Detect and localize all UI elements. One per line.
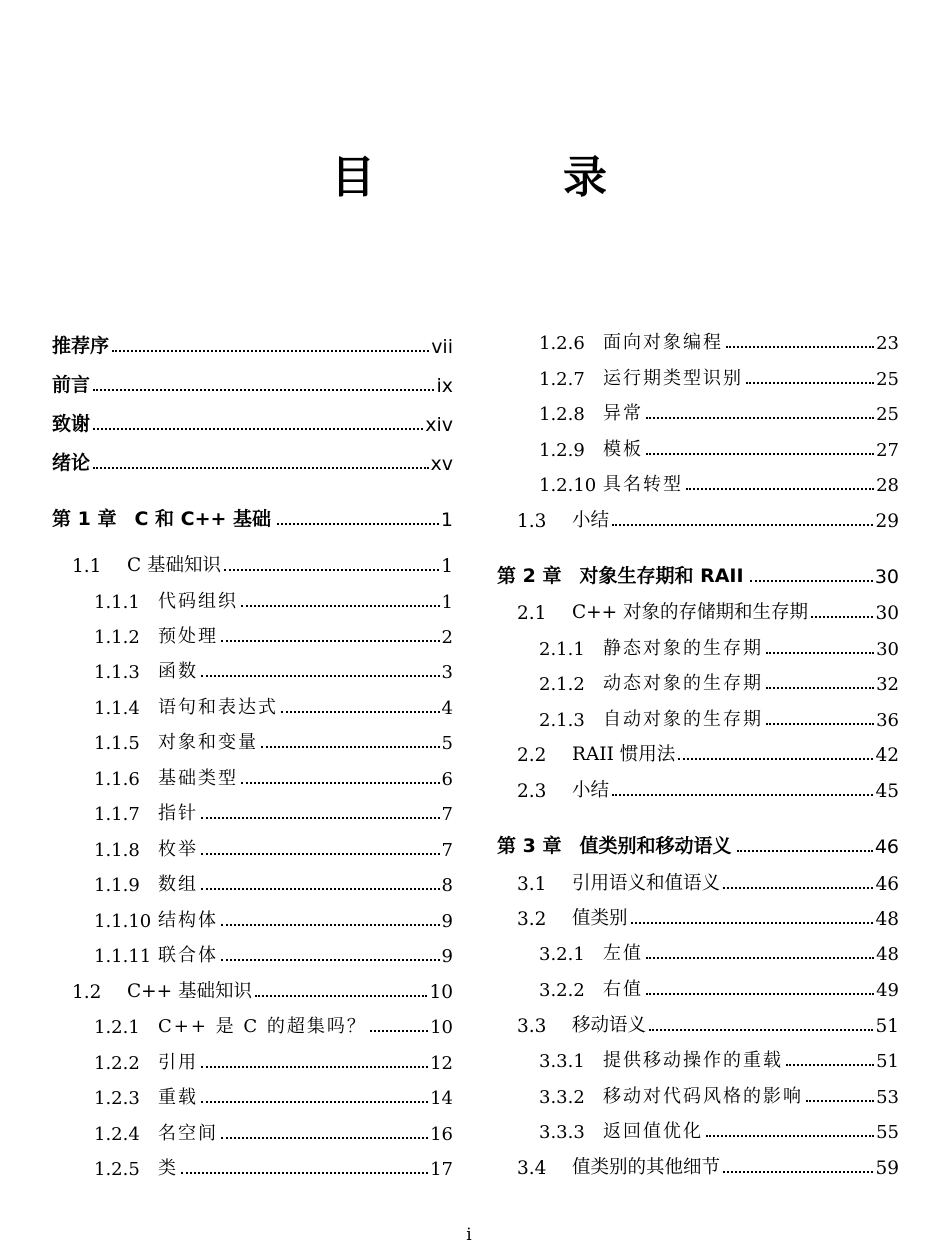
toc-entry-sub[interactable] [497, 433, 899, 461]
toc-entry-title: 预处理 [158, 626, 218, 647]
toc-entry-sub[interactable] [497, 1044, 899, 1072]
dot-leader [112, 350, 429, 352]
dot-leader [93, 389, 434, 391]
toc-entry-page: 28 [876, 475, 899, 496]
toc-entry-title: 小结 [572, 510, 610, 531]
toc-entry-title: 基础类型 [158, 768, 238, 789]
toc-entry-page: 25 [876, 369, 899, 390]
toc-entry-page: 6 [441, 769, 453, 790]
toc-entry-number: 1.2.10 [539, 475, 597, 496]
toc-entry-front[interactable] [52, 330, 453, 358]
toc-entry-title: 提供移动操作的重载 [603, 1050, 783, 1071]
toc-entry-sub[interactable] [497, 667, 899, 695]
toc-entry-sub[interactable] [497, 397, 899, 425]
toc-entry-number: 1.2.8 [539, 404, 585, 425]
toc-entry-sec[interactable] [497, 1151, 899, 1179]
toc-entry-page: 42 [875, 745, 899, 766]
toc-entry-title: 函数 [158, 661, 198, 682]
toc-entry-sub[interactable] [52, 620, 453, 648]
toc-entry-title: 结构体 [158, 910, 218, 931]
toc-entry-page: 59 [875, 1158, 899, 1179]
dot-leader [241, 782, 440, 784]
toc-entry-title: 自动对象的生存期 [603, 709, 763, 730]
toc-entry-number: 1.2.9 [539, 440, 585, 461]
toc-entry-title: 绪论 [52, 452, 91, 474]
dot-leader [201, 888, 440, 890]
toc-entry-sec[interactable] [497, 738, 899, 766]
toc-entry-title: 前言 [52, 374, 91, 396]
toc-entry-page: 48 [876, 944, 899, 965]
toc-entry-sec[interactable] [497, 596, 899, 624]
dot-leader [723, 887, 873, 889]
toc-entry-title: 指针 [158, 803, 198, 824]
toc-entry-sub[interactable] [497, 362, 899, 390]
toc-entry-page: 2 [441, 627, 453, 648]
dot-leader [93, 428, 423, 430]
toc-entry-number: 1.1.3 [94, 662, 140, 683]
dot-leader [281, 711, 440, 713]
toc-entry-number: 1.2.3 [94, 1088, 140, 1109]
toc-entry-page: 48 [875, 909, 899, 930]
toc-entry-number: 3.2.1 [539, 944, 585, 965]
toc-entry-page: 9 [441, 911, 453, 932]
toc-entry-title: 对象生存期和 RAII [579, 565, 744, 587]
toc-entry-front[interactable] [52, 447, 453, 475]
toc-entry-front[interactable] [52, 408, 453, 436]
dot-leader [646, 957, 874, 959]
dot-leader [612, 524, 873, 526]
toc-entry-page: 9 [441, 946, 453, 967]
toc-entry-page: 29 [875, 511, 899, 532]
toc-entry-number: 2.3 [517, 781, 547, 802]
toc-entry-number: 1.1.2 [94, 627, 140, 648]
toc-entry-sec[interactable] [497, 504, 899, 532]
toc-entry-page: ix [436, 375, 453, 397]
dot-leader [750, 580, 873, 582]
page-number: i [466, 1225, 472, 1245]
toc-entry-sub[interactable] [52, 762, 453, 790]
toc-entry-sub[interactable] [497, 326, 899, 354]
toc-entry-title: 名空间 [158, 1123, 218, 1144]
toc-entry-page: 30 [874, 566, 899, 588]
dot-leader [786, 1064, 874, 1066]
toc-entry-sub[interactable] [52, 691, 453, 719]
toc-entry-page: 23 [876, 333, 899, 354]
toc-entry-number: 1.2.1 [94, 1017, 140, 1038]
toc-entry-page: 32 [876, 674, 899, 695]
toc-entry-sub[interactable] [52, 1117, 453, 1145]
dot-leader [631, 922, 874, 924]
toc-entry-number: 1.2.2 [94, 1053, 140, 1074]
toc-entry-title: C++ 是 C 的超集吗？ [158, 1016, 367, 1037]
toc-entry-number: 3.3.1 [539, 1051, 585, 1072]
dot-leader [255, 995, 427, 997]
toc-entry-title: 语句和表达式 [158, 697, 278, 718]
toc-entry-number: 2.1.1 [539, 639, 585, 660]
toc-entry-page: 53 [876, 1087, 899, 1108]
toc-entry-page: 51 [876, 1051, 899, 1072]
toc-entry-number: 1.1.9 [94, 875, 140, 896]
toc-entry-title: 具名转型 [603, 474, 683, 495]
toc-entry-number: 1.1.6 [94, 769, 140, 790]
toc-entry-page: 51 [875, 1016, 899, 1037]
page-title: 目 录 [331, 152, 679, 203]
toc-entry-number: 2.2 [517, 745, 547, 766]
toc-entry-page: 49 [876, 980, 899, 1001]
toc-entry-number: 1.1.1 [94, 592, 140, 613]
dot-leader [766, 652, 874, 654]
toc-entry-page: 36 [876, 710, 899, 731]
toc-entry-number: 3.4 [517, 1158, 547, 1179]
toc-entry-sub[interactable] [52, 1081, 453, 1109]
toc-entry-sec[interactable] [52, 549, 453, 577]
dot-leader [766, 723, 874, 725]
toc-entry-sub[interactable] [497, 1115, 899, 1143]
dot-leader [766, 687, 874, 689]
toc-entry-number: 3.2.2 [539, 980, 585, 1001]
toc-entry-title: 枚举 [158, 839, 198, 860]
toc-entry-page: 10 [429, 982, 453, 1003]
toc-entry-title: 类 [158, 1158, 178, 1179]
toc-entry-number: 1.1.5 [94, 733, 140, 754]
toc-entry-title: 面向对象编程 [603, 332, 723, 353]
dot-leader [224, 569, 439, 571]
toc-entry-title: C++ 对象的存储期和生存期 [572, 602, 809, 623]
toc-entry-number: 1.2.5 [94, 1159, 140, 1180]
toc-entry-page: 7 [441, 840, 453, 861]
dot-leader [93, 467, 428, 469]
dot-leader [811, 616, 873, 618]
dot-leader [646, 993, 874, 995]
dot-leader [221, 924, 440, 926]
toc-entry-title: 返回值优化 [603, 1121, 703, 1142]
toc-entry-page: 3 [441, 662, 453, 683]
toc-entry-number: 1.1.4 [94, 698, 140, 719]
toc-entry-page: 25 [876, 404, 899, 425]
toc-entry-number: 第 3 章 [497, 835, 562, 857]
toc-entry-number: 1.1.10 [94, 911, 152, 932]
toc-entry-number: 3.2 [517, 909, 547, 930]
toc-entry-page: 1 [441, 556, 453, 577]
toc-entry-title: RAII 惯用法 [572, 744, 676, 765]
toc-entry-sub[interactable] [497, 1080, 899, 1108]
toc-entry-number: 3.1 [517, 874, 547, 895]
toc-entry-title: 引用语义和值语义 [572, 873, 721, 894]
toc-entry-title: 运行期类型识别 [603, 368, 743, 389]
dot-leader [221, 1137, 428, 1139]
toc-entry-title: 引用 [158, 1052, 198, 1073]
toc-entry-sec[interactable] [497, 902, 899, 930]
toc-entry-number: 1.1.8 [94, 840, 140, 861]
dot-leader [646, 453, 874, 455]
toc-entry-page: 16 [430, 1124, 453, 1145]
toc-entry-page: 27 [876, 440, 899, 461]
toc-entry-title: 异常 [603, 403, 643, 424]
toc-entry-page: 1 [441, 592, 453, 613]
toc-entry-sec[interactable] [497, 867, 899, 895]
toc-entry-number: 1.1.11 [94, 946, 152, 967]
toc-entry-page: 46 [875, 874, 899, 895]
toc-entry-number: 2.1.2 [539, 674, 585, 695]
dot-leader [612, 794, 873, 796]
toc-entry-number: 1.1.7 [94, 804, 140, 825]
toc-entry-sub[interactable] [52, 726, 453, 754]
toc-entry-sub[interactable] [52, 1010, 453, 1038]
dot-leader [261, 746, 440, 748]
toc-entry-title: 重载 [158, 1087, 198, 1108]
toc-entry-title: 对象和变量 [158, 732, 258, 753]
toc-entry-sub[interactable] [52, 868, 453, 896]
toc-entry-title: 模板 [603, 439, 643, 460]
toc-entry-title: 联合体 [158, 945, 218, 966]
toc-entry-page: xiv [425, 414, 453, 436]
toc-entry-title: 动态对象的生存期 [603, 673, 763, 694]
dot-leader [726, 346, 874, 348]
toc-entry-sec[interactable] [52, 975, 453, 1003]
toc-entry-page: 5 [441, 733, 453, 754]
toc-entry-number: 1.3 [517, 511, 547, 532]
toc-entry-chapter[interactable] [52, 503, 453, 531]
toc-entry-sub[interactable] [497, 468, 899, 496]
toc-entry-title: C++ 基础知识 [127, 981, 253, 1002]
toc-entry-title: 值类别 [572, 908, 628, 929]
dot-leader [181, 1172, 428, 1174]
toc-entry-chapter[interactable] [497, 830, 899, 858]
toc-entry-page: vii [431, 336, 453, 358]
toc-entry-chapter[interactable] [497, 560, 899, 588]
toc-entry-title: 移动对代码风格的影响 [603, 1086, 803, 1107]
toc-entry-sec[interactable] [497, 774, 899, 802]
toc-entry-number: 1.2.6 [539, 333, 585, 354]
toc-entry-title: 致谢 [52, 413, 91, 435]
toc-entry-sub[interactable] [52, 904, 453, 932]
toc-entry-title: 静态对象的生存期 [603, 638, 763, 659]
toc-entry-page: 17 [430, 1159, 453, 1180]
toc-entry-page: 14 [430, 1088, 453, 1109]
toc-entry-page: 55 [876, 1122, 899, 1143]
toc-entry-page: 10 [430, 1017, 453, 1038]
toc-entry-sub[interactable] [52, 939, 453, 967]
dot-leader [806, 1100, 874, 1102]
toc-entry-page: 30 [875, 603, 899, 624]
dot-leader [201, 1066, 428, 1068]
toc-entry-sub[interactable] [52, 1152, 453, 1180]
toc-entry-title: 右值 [603, 979, 643, 1000]
toc-entry-sub[interactable] [52, 833, 453, 861]
dot-leader [201, 675, 440, 677]
toc-entry-page: 7 [441, 804, 453, 825]
toc-entry-number: 1.1 [72, 556, 102, 577]
dot-leader [201, 853, 440, 855]
dot-leader [201, 817, 440, 819]
toc-entry-page: 46 [874, 836, 899, 858]
toc-entry-title: 小结 [572, 780, 610, 801]
dot-leader [723, 1171, 873, 1173]
toc-entry-sub[interactable] [497, 632, 899, 660]
toc-entry-title: 数组 [158, 874, 198, 895]
toc-entry-sub[interactable] [497, 703, 899, 731]
dot-leader [241, 605, 440, 607]
toc-entry-sub[interactable] [497, 973, 899, 1001]
toc-entry-sub[interactable] [52, 655, 453, 683]
toc-entry-sub[interactable] [52, 585, 453, 613]
dot-leader [221, 959, 440, 961]
dot-leader [649, 1029, 873, 1031]
toc-entry-page: 12 [430, 1053, 453, 1074]
toc-entry-page: 1 [440, 509, 453, 531]
dot-leader [737, 850, 872, 852]
toc-entry-title: 推荐序 [52, 335, 110, 357]
toc-entry-number: 第 2 章 [497, 565, 562, 587]
dot-leader [746, 382, 874, 384]
toc-entry-sub[interactable] [52, 797, 453, 825]
toc-entry-number: 2.1 [517, 603, 547, 624]
toc-entry-number: 第 1 章 [52, 508, 117, 530]
toc-entry-title: C 和 C++ 基础 [134, 508, 272, 530]
toc-entry-title: 值类别和移动语义 [579, 835, 732, 857]
toc-entry-title: 代码组织 [158, 591, 238, 612]
toc-entry-title: 移动语义 [572, 1015, 647, 1036]
dot-leader [221, 640, 440, 642]
toc-entry-title: 值类别的其他细节 [572, 1157, 721, 1178]
toc-entry-number: 3.3.3 [539, 1122, 585, 1143]
toc-entry-page: xv [430, 453, 453, 475]
toc-entry-page: 8 [441, 875, 453, 896]
toc-entry-page: 30 [876, 639, 899, 660]
toc-entry-title: 左值 [603, 943, 643, 964]
toc-entry-page: 45 [875, 781, 899, 802]
toc-entry-number: 3.3.2 [539, 1087, 585, 1108]
toc-entry-number: 1.2 [72, 982, 102, 1003]
toc-entry-title: C 基础知识 [127, 555, 222, 576]
dot-leader [277, 523, 439, 525]
toc-entry-number: 2.1.3 [539, 710, 585, 731]
toc-entry-number: 3.3 [517, 1016, 547, 1037]
toc-entry-sub[interactable] [52, 1046, 453, 1074]
dot-leader [646, 417, 874, 419]
toc-entry-page: 4 [441, 698, 453, 719]
dot-leader [706, 1135, 874, 1137]
toc-entry-front[interactable] [52, 369, 453, 397]
toc-entry-sub[interactable] [497, 937, 899, 965]
toc-entry-number: 1.2.4 [94, 1124, 140, 1145]
dot-leader [370, 1030, 428, 1032]
dot-leader [678, 758, 873, 760]
dot-leader [686, 488, 874, 490]
toc-entry-sec[interactable] [497, 1009, 899, 1037]
toc-entry-number: 1.2.7 [539, 369, 585, 390]
dot-leader [201, 1101, 428, 1103]
